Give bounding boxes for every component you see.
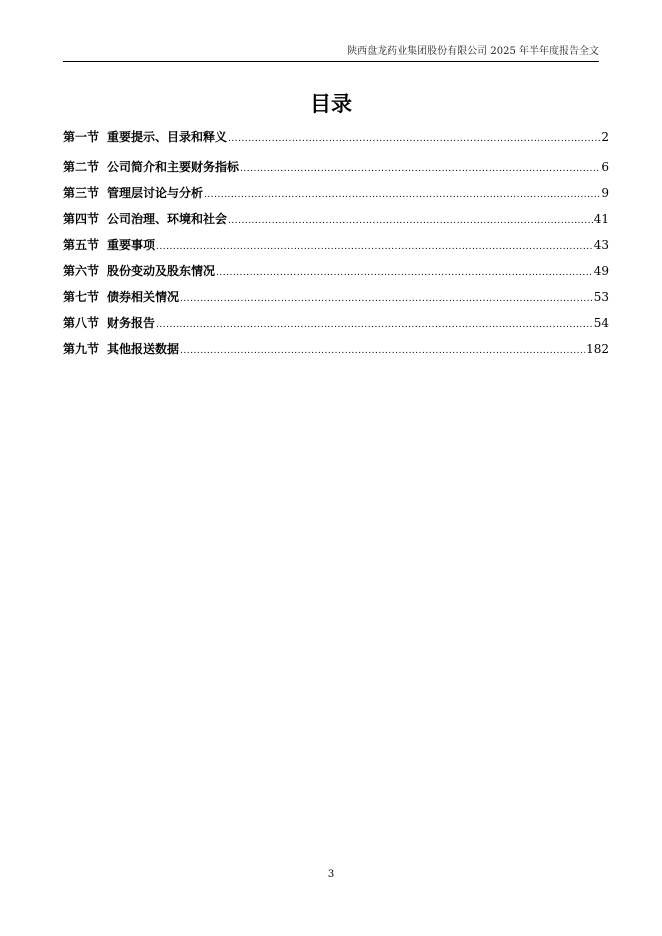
toc-page-number: 43 [593, 238, 609, 252]
toc-entry-3[interactable] [63, 184, 609, 202]
toc-section-label: 其他报送数据 [107, 342, 180, 356]
toc-page-number: 9 [601, 186, 609, 200]
toc-section-number: 第一节 [63, 130, 100, 144]
toc-section-number: 第六节 [63, 264, 100, 278]
toc-section-label: 债券相关情况 [107, 290, 180, 304]
toc-section-label: 公司治理、环境和社会 [107, 212, 228, 226]
toc-dot-leader [240, 160, 600, 178]
toc-page-number: 182 [586, 342, 609, 356]
toc-dot-leader [228, 212, 593, 230]
toc-page-number: 2 [601, 130, 609, 144]
toc-dot-leader [180, 290, 593, 308]
toc-section-label: 公司简介和主要财务指标 [107, 160, 240, 174]
toc-section-number: 第二节 [63, 160, 100, 174]
toc-dot-leader [216, 264, 593, 282]
toc-section-label: 管理层讨论与分析 [107, 186, 204, 200]
toc-section-number: 第七节 [63, 290, 100, 304]
toc-section-number: 第八节 [63, 316, 100, 330]
toc-section-number: 第三节 [63, 186, 100, 200]
toc-page-number: 54 [593, 316, 609, 330]
toc-section-label: 重要提示、目录和释义 [107, 130, 228, 144]
toc-entry-2[interactable] [63, 158, 609, 176]
toc-page-number: 41 [593, 212, 609, 226]
toc-page-number: 49 [593, 264, 609, 278]
page-header [63, 46, 599, 62]
toc-page-number: 53 [593, 290, 609, 304]
toc-dot-leader [156, 238, 593, 256]
toc-dot-leader [228, 130, 600, 148]
toc-entry-1[interactable] [63, 128, 609, 146]
toc-section-label: 股份变动及股东情况 [107, 264, 216, 278]
toc-dot-leader [180, 342, 585, 360]
toc-entry-4[interactable] [63, 210, 609, 228]
toc-entry-8[interactable] [63, 314, 609, 332]
toc-entry-9[interactable] [63, 340, 609, 358]
toc-section-number: 第四节 [63, 212, 100, 226]
toc-page-number: 6 [601, 160, 609, 174]
toc-section-label: 财务报告 [107, 316, 156, 330]
toc-section-number: 第九节 [63, 342, 100, 356]
toc-entry-5[interactable] [63, 236, 609, 254]
toc-section-label: 重要事项 [107, 238, 156, 252]
toc-entry-6[interactable] [63, 262, 609, 280]
toc-title: 目录 [310, 92, 352, 116]
toc-dot-leader [204, 186, 600, 204]
report-title: 陕西盘龙药业集团股份有限公司 2025 年半年度报告全文 [347, 46, 599, 57]
page-number: 3 [327, 869, 335, 880]
toc-entry-7[interactable] [63, 288, 609, 306]
toc-section-number: 第五节 [63, 238, 100, 252]
toc-dot-leader [156, 316, 593, 334]
